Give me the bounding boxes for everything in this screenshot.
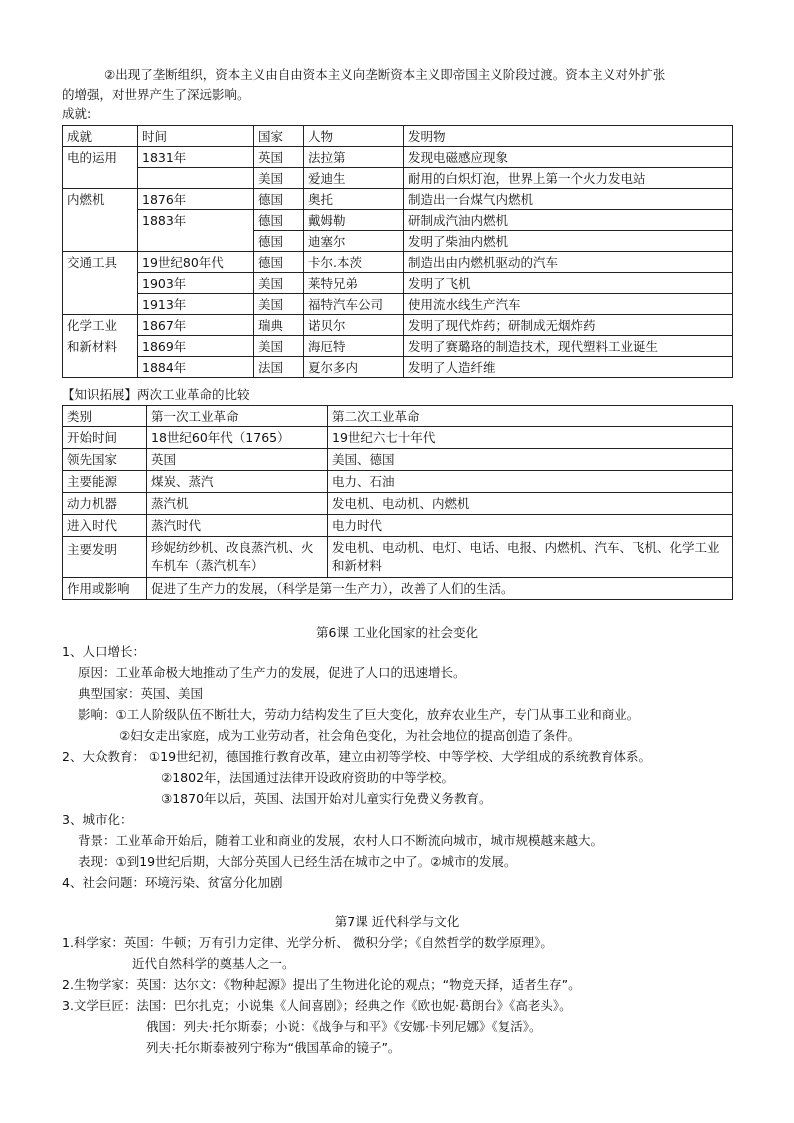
table-header: 人物 [304, 126, 404, 147]
lesson7-line: 2.生物学家：英国：达尔文：《物种起源》提出了生物进化论的观点；“物竞天择，适者生存”。 [62, 977, 581, 992]
table-header-row [63, 406, 733, 427]
lesson7-line: 3.文学巨匠：法国：巴尔扎克；小说集《人间喜剧》；经典之作《欧也妮·葛朗台》《高老头》。 [62, 998, 572, 1013]
table-row: 1883年 德国 戴姆勒 研制成汽油内燃机 [63, 210, 733, 231]
lesson6-line: ③1870年以后，英国、法国开始对儿童实行免费义务教育。 [161, 791, 492, 806]
table-header: 第二次工业革命 [328, 406, 733, 427]
lesson6-line: 影响：①工人阶级队伍不断壮大，劳动力结构发生了巨大变化，放弃农业生产，专门从事工业和商业。 [78, 707, 640, 722]
lesson6-line: 3、城市化： [62, 812, 133, 827]
table-header: 类别 [63, 406, 147, 427]
table-row: 1913年 美国 福特汽车公司 使用流水线生产汽车 [63, 294, 733, 315]
table-header: 国家 [254, 126, 304, 147]
table-row: 德国 迪塞尔 发明了柴油内燃机 [63, 231, 733, 252]
lesson6-line: 1、人口增长： [62, 644, 145, 659]
intro-line-2: 的增强，对世界产生了深远影响。 [62, 87, 250, 102]
lesson6-line: 背景：工业革命开始后，随着工业和商业的发展，农村人口不断流向城市，城市规模越来越大。 [78, 833, 604, 848]
lesson7-line: 列夫·托尔斯泰被列宁称为“俄国革命的镜子”。 [146, 1040, 401, 1055]
table-row: 交通工具 19世纪80年代 德国 卡尔.本茨 制造出由内燃机驱动的汽车 [63, 252, 733, 273]
table-header: 发明物 [404, 126, 733, 147]
lesson7-line: 近代自然科学的奠基人之一。 [132, 956, 295, 971]
table-row: 进入时代 蒸汽时代 电力时代 [63, 515, 733, 537]
lesson6-line: 4、社会问题：环境污染、贫富分化加剧 [62, 875, 283, 890]
table-row: 电的运用 1831年 英国 法拉第 发现电磁感应现象 [63, 147, 733, 168]
lesson6-line: ②妇女走出家庭，成为工业劳动者，社会角色变化，为社会地位的提高创造了条件。 [119, 728, 581, 743]
lesson7-title: 第7课 近代科学与文化 [334, 914, 460, 929]
lesson6-line: ②1802年，法国通过法律开设政府资助的中等学校。 [161, 770, 455, 785]
achievements-label: 成就: [62, 106, 92, 121]
lesson6-line: 2、大众教育： ①19世纪初，德国推行教育改革，建立由初等学校、中等学校、大学组成的系统教育体系。 [62, 749, 652, 764]
table-header: 第一次工业革命 [147, 406, 328, 427]
table-row: 动力机器 蒸汽机 发电机、电动机、内燃机 [63, 493, 733, 515]
table-row: 内燃机 1876年 德国 奥托 制造出一台煤气内燃机 [63, 189, 733, 210]
table-row: 开始时间 18世纪60年代（1765） 19世纪六七十年代 [63, 427, 733, 449]
lesson6-line: 表现：①到19世纪后期，大部分英国人已经生活在城市之中了。②城市的发展。 [78, 854, 517, 869]
table-row: 主要发明 珍妮纺纱机、改良蒸汽机、火车机车（蒸汽机车） 发电机、电动机、电灯、电话、电报、内燃机、汽车、飞机、化学工业和新材料 [63, 537, 733, 578]
lesson6-line: 典型国家：英国、美国 [78, 686, 204, 701]
comparison-table [62, 405, 733, 600]
table-row: 1884年 法国 夏尔多内 发明了人造纤维 [63, 357, 733, 378]
lesson7-line: 俄国：列夫·托尔斯泰；小说：《战争与和平》《安娜·卡列尼娜》《复活》。 [146, 1019, 542, 1034]
table-header: 成就 [63, 126, 138, 147]
lesson6-line: 原因：工业革命极大地推动了生产力的发展，促进了人口的迅速增长。 [78, 665, 466, 680]
table-header: 时间 [138, 126, 254, 147]
table-row: 作用或影响 促进了生产力的发展，（科学是第一生产力），改善了人们的生活。 [63, 578, 733, 600]
table-row: 主要能源 煤炭、蒸汽 电力、石油 [63, 471, 733, 493]
lesson6-title: 第6课 工业化国家的社会变化 [316, 625, 478, 640]
table-row: 美国 爱迪生 耐用的白炽灯泡，世界上第一个火力发电站 [63, 168, 733, 189]
lesson7-line: 1.科学家：英国：牛顿；万有引力定律、光学分析、 微积分学；《自然哲学的数学原理》。 [62, 935, 553, 950]
achievements-table [62, 125, 733, 378]
intro-line-1: ②出现了垄断组织，资本主义由自由资本主义向垄断资本主义即帝国主义阶段过渡。资本主义对外扩张 [104, 67, 666, 82]
table-header-row [63, 126, 733, 147]
table-row: 领先国家 英国 美国、德国 [63, 449, 733, 471]
table-row: 和新材料 1869年 美国 海厄特 发明了赛璐珞的制造技术，现代塑料工业诞生 [63, 336, 733, 357]
table-row: 化学工业 1867年 瑞典 诺贝尔 发明了现代炸药；研制成无烟炸药 [63, 315, 733, 336]
table-row: 1903年 美国 莱特兄弟 发明了飞机 [63, 273, 733, 294]
extension-title: 【知识拓展】两次工业革命的比较 [62, 387, 250, 402]
